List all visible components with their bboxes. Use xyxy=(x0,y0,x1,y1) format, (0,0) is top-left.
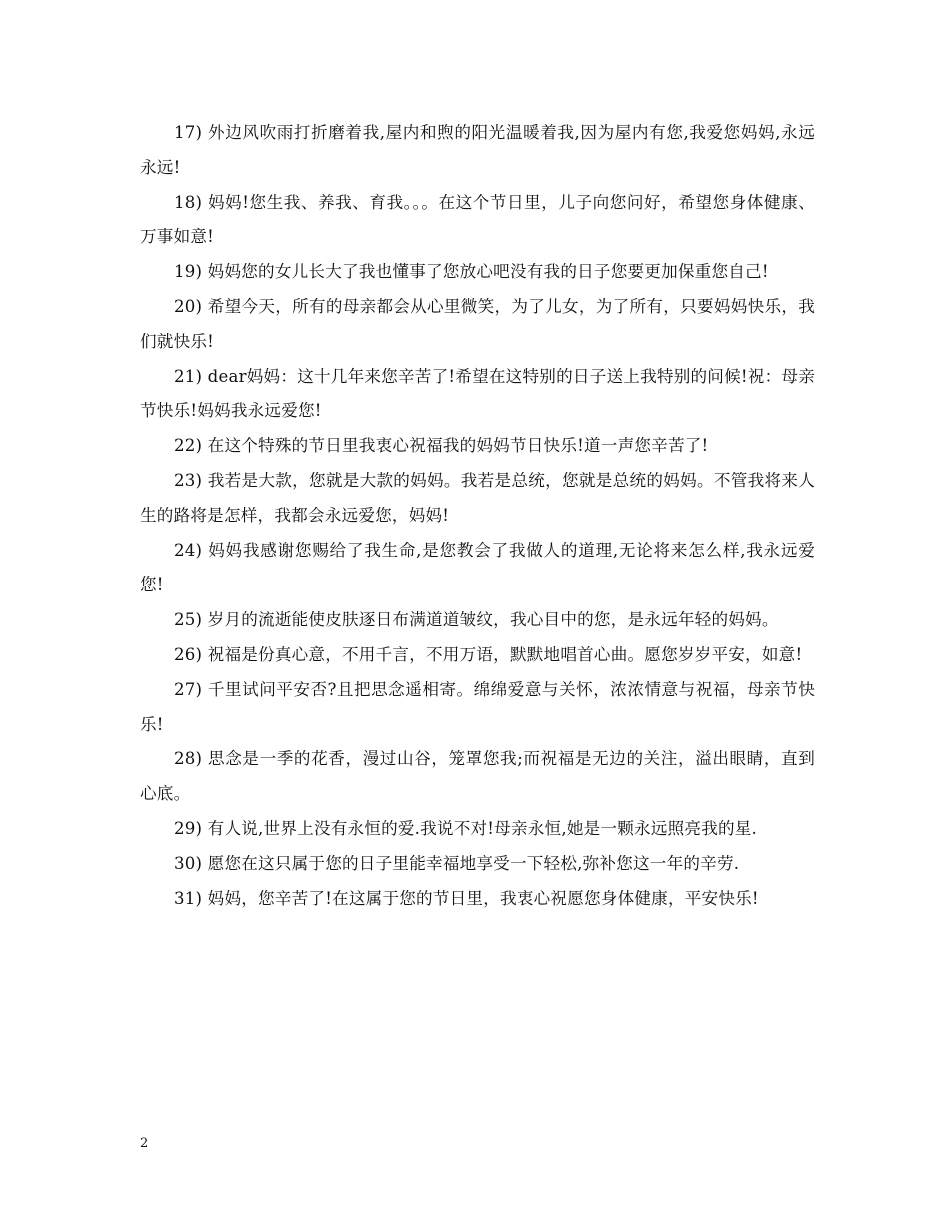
paragraph-19: 19) 妈妈您的女儿长大了我也懂事了您放心吧没有我的日子您要更加保重您自己! xyxy=(174,262,769,282)
paragraph-31: 31) 妈妈，您辛苦了!在这属于您的节日里，我衷心祝愿您身体健康，平安快乐! xyxy=(174,888,759,908)
document-body xyxy=(140,116,815,916)
paragraph-28: 28) 思念是一季的花香，漫过山谷，笼罩您我;而祝福是无边的关注，溢出眼睛，直到心底。 xyxy=(140,749,815,804)
paragraph-30: 30) 愿您在这只属于您的日子里能幸福地享受一下轻松,弥补您这一年的辛劳. xyxy=(174,853,740,873)
paragraph-20: 20) 希望今天，所有的母亲都会从心里微笑，为了儿女，为了所有，只要妈妈快乐，我们就快乐! xyxy=(140,296,815,351)
paragraph-26: 26) 祝福是份真心意，不用千言，不用万语，默默地唱首心曲。愿您岁岁平安，如意! xyxy=(174,644,803,664)
page-number: 2 xyxy=(140,1136,149,1151)
paragraph-23: 23) 我若是大款，您就是大款的妈妈。我若是总统，您就是总统的妈妈。不管我将来人生的路将是怎样，我都会永远爱您，妈妈! xyxy=(140,470,815,525)
paragraph-29: 29) 有人说,世界上没有永恒的爱.我说不对!母亲永恒,她是一颗永远照亮我的星. xyxy=(174,818,758,838)
paragraph-27: 27) 千里试问平安否?且把思念遥相寄。绵绵爱意与关怀，浓浓情意与祝福，母亲节快乐! xyxy=(140,679,815,734)
paragraph-18: 18) 妈妈!您生我、养我、育我。。。在这个节日里，儿子向您问好，希望您身体健康、万事如意! xyxy=(140,192,815,247)
paragraph-17: 17) 外边风吹雨打折磨着我,屋内和煦的阳光温暖着我,因为屋内有您,我爱您妈妈,永远永远! xyxy=(140,123,815,177)
paragraph-22: 22) 在这个特殊的节日里我衷心祝福我的妈妈节日快乐!道一声您辛苦了! xyxy=(174,436,709,456)
paragraph-25: 25) 岁月的流逝能使皮肤逐日布满道道皱纹，我心目中的您，是永远年轻的妈妈。 xyxy=(174,610,779,630)
paragraph-21: 21) dear妈妈：这十几年来您辛苦了!希望在这特别的日子送上我特别的问候!祝：母亲节快乐!妈妈我永远爱您! xyxy=(140,366,815,421)
paragraph-24: 24) 妈妈我感谢您赐给了我生命,是您教会了我做人的道理,无论将来怎么样,我永远爱您! xyxy=(140,540,815,595)
